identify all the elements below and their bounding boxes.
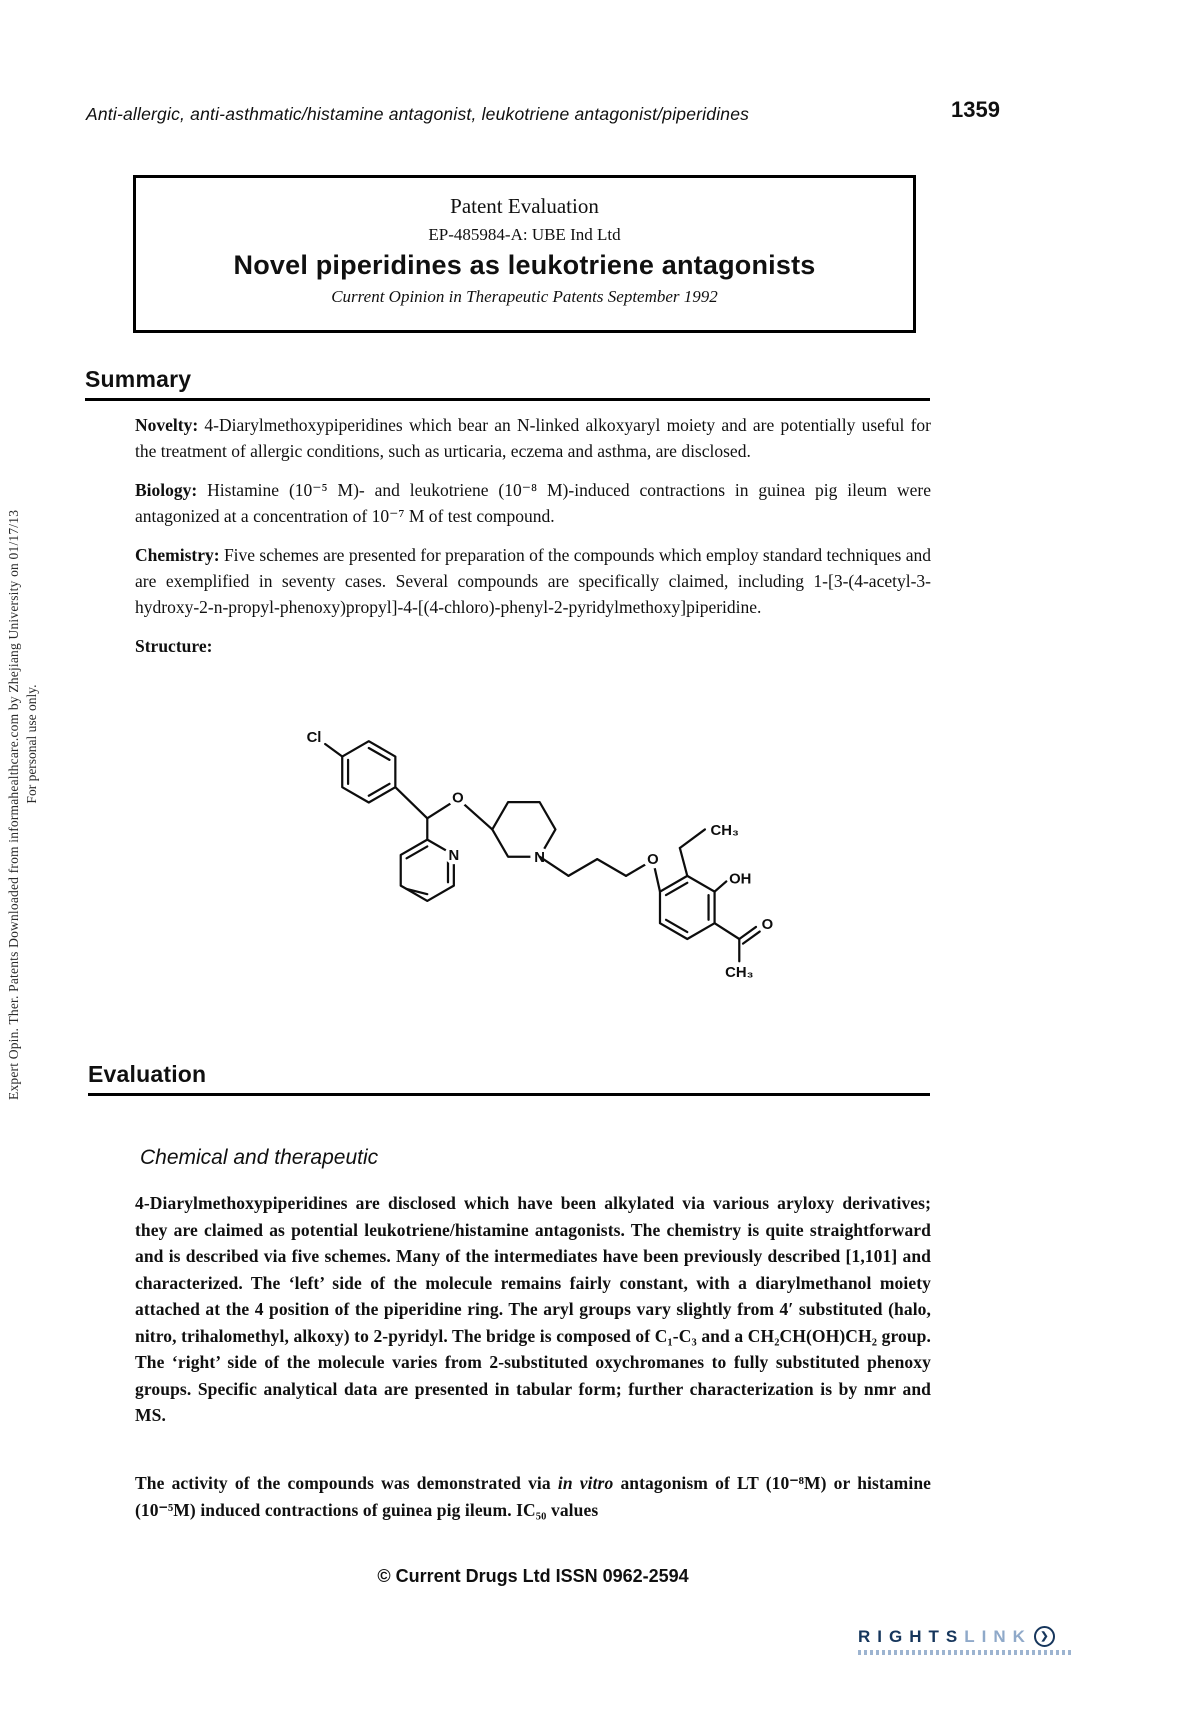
biology-label: Biology: (135, 480, 198, 500)
sidebar-line-1: Expert Opin. Ther. Patents Downloaded from informahealthcare.com by Zhejiang University on 01/17/13 (6, 509, 21, 1100)
biology-paragraph (135, 477, 931, 529)
patent-id: EP-485984-A: UBE Ind Ltd (428, 225, 621, 244)
article-title: Novel piperidines as leukotriene antagonists (233, 250, 816, 280)
atom-label-carbonyl-o: O (761, 916, 774, 933)
rightslink-rights-text: RIGHTS (858, 1626, 965, 1646)
atom-label-cl: Cl (306, 730, 322, 747)
rightslink-link-text: LINK (964, 1626, 1032, 1646)
sidebar-download-notice (6, 388, 40, 1100)
atom-label-propyl-ch3: CH₃ (710, 823, 739, 839)
structure-label-paragraph (135, 633, 931, 659)
subsection-heading: Chemical and therapeutic (140, 1146, 379, 1169)
chemistry-label: Chemistry: (135, 545, 220, 565)
patent-evaluation-box (133, 175, 916, 333)
biology-text: Histamine (10⁻⁵ M)- and leukotriene (10⁻⁸ M)-induced contractions in guinea pig ileum were antagonized at a concentration of 10⁻⁷ M of test compound. (135, 480, 931, 526)
chemistry-paragraph (135, 542, 931, 620)
evaluation-heading: Evaluation (88, 1061, 930, 1096)
sidebar-line-2: For personal use only. (24, 684, 39, 804)
source-citation: Current Opinion in Therapeutic Patents September 1992 (331, 287, 718, 306)
rightslink-arrow-icon: ❯ (1034, 1626, 1055, 1647)
atom-label-pyridine-n: N (448, 848, 460, 865)
atom-label-oh: OH (729, 871, 752, 888)
chemical-structure (262, 698, 782, 998)
atom-label-piperidine-n: N (534, 849, 546, 866)
evaluation-paragraph-2: The activity of the compounds was demonstrated via in vitro antagonism of LT (10⁻⁸M) or histamine (10⁻⁵M) induced contractions of guinea pig ileum. IC₅₀ values (135, 1473, 932, 1520)
summary-body (135, 412, 931, 672)
rightslink-logo[interactable] (858, 1626, 1072, 1655)
novelty-label: Novelty: (135, 415, 199, 435)
footer-imprint: © Current Drugs Ltd ISSN 0962-2594 (377, 1566, 689, 1586)
chemical-structure-drawing (262, 698, 782, 998)
chemistry-text: Five schemes are presented for preparation of the compounds which employ standard techniques and are exemplified in seventy cases. Several compounds are specifically claimed, including 1-[3-(4-acetyl-3-hydroxy-2-n-propyl-phenoxy)propyl]-4-[(4-chloro)-phenyl-2-pyridylmethoxy]piperidine. (135, 545, 932, 617)
atom-label-acetyl-ch3: CH₃ (725, 965, 754, 982)
atom-label-ether-o: O (452, 790, 464, 807)
atom-label-phenoxy-o: O (647, 851, 659, 868)
patent-kicker: Patent Evaluation (450, 194, 599, 218)
running-head: Anti-allergic, anti-asthmatic/histamine antagonist, leukotriene antagonist/piperidines (86, 104, 750, 124)
page-number: 1359 (951, 97, 1000, 122)
rightslink-tagline-strip (858, 1650, 1072, 1655)
summary-heading: Summary (85, 366, 930, 401)
structure-label: Structure: (135, 636, 213, 656)
novelty-paragraph (135, 412, 931, 464)
rightslink-wordmark (858, 1626, 1072, 1647)
novelty-text: 4-Diarylmethoxypiperidines which bear an N-linked alkoxyaryl moiety and are potentially useful for the treatment of allergic conditions, such as urticaria, eczema and asthma, are disclosed. (135, 415, 931, 461)
evaluation-paragraph-1: 4-Diarylmethoxypiperidines are disclosed which have been alkylated via various aryloxy derivatives; they are claimed as potential leukotriene/histamine antagonists. The chemistry is quite straightforward and is described via five schemes. Many of the intermediates have been previously described [1,101] and characterized. The ‘left’ side of the molecule remains fairly constant, with a diarylmethanol moiety attached at the 4 position of the piperidine ring. The aryl groups vary slightly from 4′ substituted (halo, nitro, trihalomethyl, alkoxy) to 2-pyridyl. The bridge is composed of C₁-C₃ and a CH₂CH(OH)CH₂ group. The ‘right’ side of the molecule varies from 2-substituted oxychromanes to fully substituted phenoxy groups. Specific analytical data are presented in tabular form; further characterization is by nmr and MS. (135, 1193, 931, 1425)
